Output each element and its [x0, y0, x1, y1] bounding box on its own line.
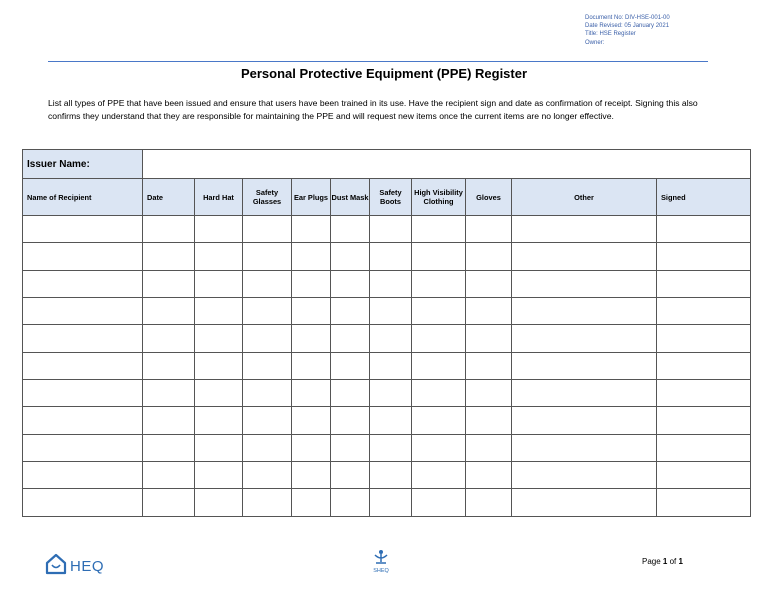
- cell[interactable]: [412, 380, 466, 407]
- cell[interactable]: [370, 462, 412, 489]
- issuer-row: [23, 150, 751, 179]
- table-row: [23, 434, 751, 461]
- cell[interactable]: [331, 462, 370, 489]
- cell[interactable]: [292, 380, 331, 407]
- person-icon: [370, 552, 392, 569]
- cell[interactable]: [243, 325, 292, 352]
- cell[interactable]: [331, 270, 370, 297]
- document-meta: [585, 14, 670, 47]
- cell[interactable]: [412, 462, 466, 489]
- cell[interactable]: [195, 434, 243, 461]
- cell[interactable]: [657, 489, 751, 517]
- cell[interactable]: [143, 297, 195, 324]
- cell[interactable]: [292, 462, 331, 489]
- cell[interactable]: [195, 297, 243, 324]
- cell[interactable]: [195, 215, 243, 242]
- heq-logo-text: HEQ: [70, 558, 105, 575]
- cell[interactable]: [143, 270, 195, 297]
- cell[interactable]: [370, 325, 412, 352]
- cell[interactable]: [331, 434, 370, 461]
- cell[interactable]: [23, 352, 143, 379]
- cell[interactable]: [331, 297, 370, 324]
- cell[interactable]: [143, 380, 195, 407]
- sheq-logo-text: SHEQ: [373, 568, 389, 574]
- cell[interactable]: [370, 380, 412, 407]
- cell[interactable]: [23, 270, 143, 297]
- cell[interactable]: [466, 297, 512, 324]
- cell[interactable]: [512, 215, 657, 242]
- column-header-row: [23, 179, 751, 215]
- cell[interactable]: [466, 434, 512, 461]
- cell[interactable]: [331, 325, 370, 352]
- cell[interactable]: [292, 243, 331, 270]
- table-row: [23, 243, 751, 270]
- cell[interactable]: [466, 325, 512, 352]
- cell[interactable]: [143, 243, 195, 270]
- cell[interactable]: [243, 215, 292, 242]
- cell[interactable]: [657, 243, 751, 270]
- cell[interactable]: [243, 380, 292, 407]
- cell[interactable]: [512, 297, 657, 324]
- cell[interactable]: [23, 407, 143, 434]
- cell[interactable]: [466, 270, 512, 297]
- cell[interactable]: [292, 489, 331, 517]
- cell[interactable]: [466, 352, 512, 379]
- cell[interactable]: [412, 352, 466, 379]
- cell[interactable]: [466, 407, 512, 434]
- cell[interactable]: [195, 380, 243, 407]
- house-icon: [44, 553, 68, 580]
- col-name-of-recipient: Name of Recipient: [23, 179, 143, 215]
- cell[interactable]: [23, 489, 143, 517]
- col-high-visibility-clothing: High Visibility Clothing: [412, 179, 466, 215]
- cell[interactable]: [466, 380, 512, 407]
- cell[interactable]: [512, 462, 657, 489]
- cell[interactable]: [292, 434, 331, 461]
- cell[interactable]: [331, 215, 370, 242]
- col-ear-plugs: Ear Plugs: [292, 179, 331, 215]
- table-row: [23, 215, 751, 242]
- cell[interactable]: [412, 297, 466, 324]
- cell[interactable]: [331, 407, 370, 434]
- cell[interactable]: [466, 215, 512, 242]
- cell[interactable]: [370, 270, 412, 297]
- col-gloves: Gloves: [466, 179, 512, 215]
- sheq-logo: [370, 549, 392, 574]
- col-date: Date: [143, 179, 195, 215]
- cell[interactable]: [331, 380, 370, 407]
- cell[interactable]: [512, 407, 657, 434]
- cell[interactable]: [143, 215, 195, 242]
- cell[interactable]: [143, 407, 195, 434]
- cell[interactable]: [292, 297, 331, 324]
- cell[interactable]: [195, 407, 243, 434]
- cell[interactable]: [657, 434, 751, 461]
- cell[interactable]: [23, 243, 143, 270]
- cell[interactable]: [23, 215, 143, 242]
- document-number: Document No: DIV-HSE-001-00: [585, 15, 670, 21]
- cell[interactable]: [412, 407, 466, 434]
- cell[interactable]: [243, 434, 292, 461]
- table-row: [23, 270, 751, 297]
- cell[interactable]: [657, 462, 751, 489]
- table-row: [23, 489, 751, 517]
- cell[interactable]: [657, 325, 751, 352]
- intro-text: List all types of PPE that have been issued and ensure that users have been trained in its use. Have the recipient sign and date as confirmation of receipt. Signing this also confirms they understand that they are responsible for maintaining the PPE and will request new items once the current items are no longer effective.: [48, 98, 698, 121]
- cell[interactable]: [370, 243, 412, 270]
- page-title: Personal Protective Equipment (PPE) Register: [240, 66, 528, 81]
- cell[interactable]: [195, 489, 243, 517]
- col-hard-hat: Hard Hat: [195, 179, 243, 215]
- cell[interactable]: [657, 380, 751, 407]
- cell[interactable]: [657, 270, 751, 297]
- cell[interactable]: [412, 489, 466, 517]
- cell[interactable]: [23, 380, 143, 407]
- cell[interactable]: [243, 270, 292, 297]
- cell[interactable]: [657, 297, 751, 324]
- cell[interactable]: [466, 462, 512, 489]
- cell[interactable]: [466, 489, 512, 517]
- cell[interactable]: [243, 297, 292, 324]
- heq-logo: [44, 553, 104, 580]
- cell[interactable]: [243, 462, 292, 489]
- cell[interactable]: [370, 215, 412, 242]
- cell[interactable]: [370, 297, 412, 324]
- cell[interactable]: [243, 407, 292, 434]
- cell[interactable]: [143, 325, 195, 352]
- cell[interactable]: [466, 243, 512, 270]
- cell[interactable]: [143, 434, 195, 461]
- cell[interactable]: [370, 489, 412, 517]
- ppe-register-table: [22, 149, 751, 517]
- header-divider: [48, 61, 708, 62]
- cell[interactable]: [243, 243, 292, 270]
- cell[interactable]: [292, 352, 331, 379]
- cell[interactable]: [657, 352, 751, 379]
- cell[interactable]: [370, 434, 412, 461]
- cell[interactable]: [243, 489, 292, 517]
- col-other: Other: [512, 179, 657, 215]
- cell[interactable]: [512, 434, 657, 461]
- cell[interactable]: [512, 489, 657, 517]
- cell[interactable]: [331, 243, 370, 270]
- table-row: [23, 325, 751, 352]
- cell[interactable]: [23, 297, 143, 324]
- cell[interactable]: [657, 407, 751, 434]
- cell[interactable]: [657, 215, 751, 242]
- cell[interactable]: [412, 215, 466, 242]
- issuer-name-field[interactable]: [143, 150, 751, 179]
- cell[interactable]: [512, 380, 657, 407]
- cell[interactable]: [243, 352, 292, 379]
- cell[interactable]: [331, 352, 370, 379]
- cell[interactable]: [143, 352, 195, 379]
- col-safety-boots: Safety Boots: [370, 179, 412, 215]
- cell[interactable]: [512, 325, 657, 352]
- document-title-meta: Title: HSE Register: [585, 31, 636, 38]
- cell[interactable]: [412, 270, 466, 297]
- col-safety-glasses: Safety Glasses: [243, 179, 292, 215]
- cell[interactable]: [412, 243, 466, 270]
- issuer-name-label: Issuer Name:: [23, 150, 143, 179]
- cell[interactable]: [23, 462, 143, 489]
- table-row: [23, 462, 751, 489]
- cell[interactable]: [23, 325, 143, 352]
- cell[interactable]: [195, 325, 243, 352]
- cell[interactable]: [292, 407, 331, 434]
- cell[interactable]: [292, 270, 331, 297]
- cell[interactable]: [292, 215, 331, 242]
- cell[interactable]: [512, 352, 657, 379]
- cell[interactable]: [370, 407, 412, 434]
- cell[interactable]: [512, 270, 657, 297]
- table-row: [23, 297, 751, 324]
- cell[interactable]: [195, 462, 243, 489]
- cell[interactable]: [412, 434, 466, 461]
- cell[interactable]: [331, 489, 370, 517]
- col-dust-mask: Dust Mask: [331, 179, 370, 215]
- cell[interactable]: [195, 352, 243, 379]
- cell[interactable]: [143, 462, 195, 489]
- cell[interactable]: [512, 243, 657, 270]
- table-row: [23, 380, 751, 407]
- cell[interactable]: [292, 325, 331, 352]
- date-revised: Date Revised: 05 January 2021: [585, 23, 670, 30]
- cell[interactable]: [143, 489, 195, 517]
- document-owner: Owner:: [585, 39, 605, 46]
- table-row: [23, 407, 751, 434]
- cell[interactable]: [23, 434, 143, 461]
- cell[interactable]: [412, 325, 466, 352]
- cell[interactable]: [370, 352, 412, 379]
- col-signed: Signed: [657, 179, 751, 215]
- page-number: Page 1 of 1: [642, 557, 683, 566]
- cell[interactable]: [195, 270, 243, 297]
- cell[interactable]: [195, 243, 243, 270]
- table-row: [23, 352, 751, 379]
